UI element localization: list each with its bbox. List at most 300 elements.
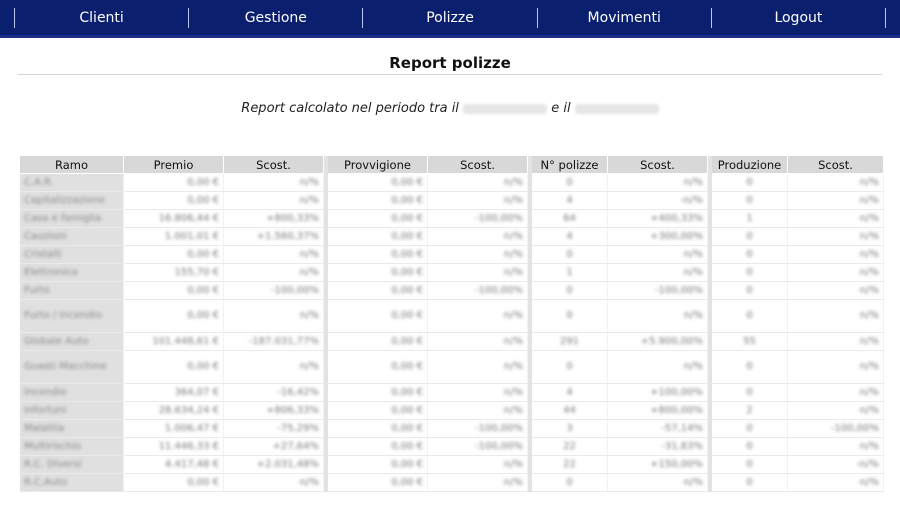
- table-cell: [608, 228, 708, 246]
- table-row: [20, 402, 884, 420]
- table-cell: [532, 174, 608, 192]
- cell-value: 0,00 €: [391, 423, 423, 434]
- ramo-label: Casa e famiglia: [24, 213, 102, 224]
- table-cell: [532, 210, 608, 228]
- table-cell: [428, 420, 528, 438]
- cell-value: 4: [566, 231, 573, 242]
- table-cell: [328, 246, 428, 264]
- table-cell: [608, 474, 708, 492]
- cell-value: -100,00%: [474, 423, 523, 434]
- cell-value: 22: [563, 441, 576, 452]
- cell-value: -187.031,77%: [248, 336, 319, 347]
- table-header-row: [20, 156, 884, 174]
- cell-value: 0: [746, 285, 753, 296]
- ramo-label: Multirischio: [24, 441, 82, 452]
- cell-value: n/%: [859, 285, 879, 296]
- table-cell: [328, 384, 428, 402]
- cell-value: n/%: [683, 361, 703, 372]
- col-header: Premio: [124, 156, 224, 174]
- table-cell: [328, 300, 428, 333]
- table-row: [20, 300, 884, 333]
- cell-value: 0,00 €: [391, 405, 423, 416]
- cell-value: n/%: [859, 405, 879, 416]
- cell-value: +100,00%: [650, 387, 703, 398]
- table-cell: [712, 402, 788, 420]
- table-cell: [124, 384, 224, 402]
- table-cell: [712, 420, 788, 438]
- table-cell: [532, 192, 608, 210]
- cell-value: 0,00 €: [391, 213, 423, 224]
- table-cell: [608, 210, 708, 228]
- cell-value: -100,00%: [654, 285, 703, 296]
- cell-value: +800,00%: [650, 405, 703, 416]
- table-cell: [328, 228, 428, 246]
- cell-value: 1.006,47 €: [164, 423, 219, 434]
- table-cell: [608, 174, 708, 192]
- table-cell: [788, 420, 884, 438]
- cell-value: -75,29%: [277, 423, 319, 434]
- cell-value: 1: [746, 213, 753, 224]
- cell-value: n/%: [859, 267, 879, 278]
- ramo-label: Capitalizzazione: [24, 195, 106, 206]
- table-cell: [712, 456, 788, 474]
- table-cell: [712, 192, 788, 210]
- cell-value: n/%: [859, 213, 879, 224]
- nav-polizze[interactable]: Polizze: [426, 9, 474, 26]
- table-cell: [532, 384, 608, 402]
- report-period-mid: e il: [551, 101, 571, 116]
- cell-value: 0,00 €: [391, 285, 423, 296]
- report-period-prefix: Report calcolato nel periodo tra il: [241, 101, 459, 116]
- col-header: Scost.: [224, 156, 324, 174]
- cell-value: 0: [746, 423, 753, 434]
- cell-value: n/%: [299, 249, 319, 260]
- cell-value: -31,83%: [661, 441, 703, 452]
- cell-value: 2: [746, 405, 753, 416]
- cell-value: 0,00 €: [391, 336, 423, 347]
- table-cell: [788, 264, 884, 282]
- table-cell: [788, 384, 884, 402]
- ramo-label: C.A.R.: [24, 177, 54, 188]
- table-cell: [224, 282, 324, 300]
- cell-value: n/%: [859, 195, 879, 206]
- cell-value: 0,00 €: [391, 387, 423, 398]
- table-cell: [20, 402, 124, 420]
- table-cell: [328, 402, 428, 420]
- ramo-label: R.C. Diversi: [24, 459, 82, 470]
- table-cell: [20, 333, 124, 351]
- table-cell: [608, 246, 708, 264]
- cell-value: 0: [746, 195, 753, 206]
- table-cell: [20, 228, 124, 246]
- table-row: [20, 474, 884, 492]
- cell-value: n/%: [503, 336, 523, 347]
- table-row: [20, 174, 884, 192]
- table-cell: [328, 456, 428, 474]
- cell-value: 0,00 €: [391, 195, 423, 206]
- cell-value: 0: [746, 177, 753, 188]
- table-cell: [20, 474, 124, 492]
- table-cell: [788, 333, 884, 351]
- cell-value: 0: [566, 361, 573, 372]
- table-cell: [788, 174, 884, 192]
- table-row: [20, 210, 884, 228]
- table-cell: [712, 438, 788, 456]
- cell-value: n/%: [503, 267, 523, 278]
- cell-value: n/%: [503, 231, 523, 242]
- table-cell: [428, 456, 528, 474]
- cell-value: n/%: [859, 231, 879, 242]
- table-body: [20, 174, 884, 492]
- ramo-label: Furto / Incendio: [24, 310, 102, 321]
- cell-value: -n/%: [680, 195, 703, 206]
- table-cell: [428, 192, 528, 210]
- cell-value: 0,00 €: [187, 310, 219, 321]
- cell-value: n/%: [859, 177, 879, 188]
- table-cell: [224, 438, 324, 456]
- cell-value: n/%: [859, 387, 879, 398]
- cell-value: n/%: [503, 477, 523, 488]
- cell-value: 22: [563, 459, 576, 470]
- table-cell: [532, 264, 608, 282]
- ramo-label: R.C.Auto: [24, 477, 68, 488]
- table-cell: [20, 300, 124, 333]
- table-cell: [124, 474, 224, 492]
- table-row: [20, 264, 884, 282]
- table-cell: [428, 264, 528, 282]
- table-cell: [712, 264, 788, 282]
- table-cell: [428, 246, 528, 264]
- table-cell: [608, 333, 708, 351]
- nav-logout[interactable]: Logout: [774, 9, 823, 26]
- table-row: [20, 228, 884, 246]
- table-cell: [532, 456, 608, 474]
- table-cell: [608, 351, 708, 384]
- table-row: [20, 192, 884, 210]
- table-cell: [224, 402, 324, 420]
- nav-separator: [14, 8, 15, 28]
- cell-value: 3: [566, 423, 573, 434]
- nav-separator: [362, 8, 363, 28]
- table-cell: [788, 282, 884, 300]
- report-table-container: [20, 156, 884, 506]
- cell-value: 0: [746, 267, 753, 278]
- cell-value: +1.560,37%: [256, 231, 319, 242]
- table-cell: [124, 300, 224, 333]
- table-row: [20, 456, 884, 474]
- col-header: Scost.: [608, 156, 708, 174]
- cell-value: 0,00 €: [391, 361, 423, 372]
- cell-value: n/%: [299, 477, 319, 488]
- table-cell: [712, 228, 788, 246]
- table-cell: [224, 474, 324, 492]
- cell-value: 0: [566, 285, 573, 296]
- cell-value: n/%: [503, 405, 523, 416]
- table-cell: [608, 282, 708, 300]
- table-cell: [124, 228, 224, 246]
- table-row: [20, 438, 884, 456]
- cell-value: n/%: [299, 310, 319, 321]
- cell-value: 0: [746, 361, 753, 372]
- table-cell: [712, 333, 788, 351]
- cell-value: 0,00 €: [391, 267, 423, 278]
- table-cell: [328, 438, 428, 456]
- nav-gestione[interactable]: Gestione: [244, 9, 307, 26]
- cell-value: 0,00 €: [391, 459, 423, 470]
- cell-value: 155,70 €: [174, 267, 219, 278]
- cell-value: +806,33%: [266, 405, 319, 416]
- cell-value: +400,33%: [650, 213, 703, 224]
- table-cell: [712, 351, 788, 384]
- table-cell: [428, 333, 528, 351]
- cell-value: 0: [566, 177, 573, 188]
- table-cell: [788, 192, 884, 210]
- cell-value: n/%: [299, 361, 319, 372]
- table-cell: [788, 438, 884, 456]
- table-cell: [224, 192, 324, 210]
- table-cell: [328, 420, 428, 438]
- cell-value: +800,33%: [266, 213, 319, 224]
- cell-value: 11.446,33 €: [158, 441, 219, 452]
- table-cell: [124, 282, 224, 300]
- table-cell: [328, 264, 428, 282]
- cell-value: -100,00%: [474, 213, 523, 224]
- cell-value: n/%: [859, 310, 879, 321]
- table-cell: [328, 210, 428, 228]
- table-cell: [328, 174, 428, 192]
- table-cell: [428, 210, 528, 228]
- ramo-label: Infortuni: [24, 405, 67, 416]
- table-cell: [428, 402, 528, 420]
- cell-value: n/%: [503, 195, 523, 206]
- cell-value: 101.448,61 €: [152, 336, 219, 347]
- col-header: Provvigione: [328, 156, 428, 174]
- cell-value: 0,00 €: [391, 477, 423, 488]
- cell-value: 0,00 €: [187, 177, 219, 188]
- table-cell: [788, 246, 884, 264]
- cell-value: n/%: [859, 441, 879, 452]
- ramo-label: Furto: [24, 285, 50, 296]
- period-end-date-redacted: [575, 104, 659, 114]
- table-cell: [608, 420, 708, 438]
- table-cell: [124, 333, 224, 351]
- ramo-label: Cauzioni: [24, 231, 67, 242]
- cell-value: 0: [746, 231, 753, 242]
- table-cell: [608, 402, 708, 420]
- cell-value: 0,00 €: [391, 231, 423, 242]
- cell-value: +5.900,00%: [640, 336, 703, 347]
- table-cell: [124, 438, 224, 456]
- cell-value: n/%: [503, 459, 523, 470]
- cell-value: n/%: [859, 249, 879, 260]
- nav-separator: [711, 8, 712, 28]
- cell-value: -100,00%: [474, 441, 523, 452]
- cell-value: 4: [566, 387, 573, 398]
- table-cell: [532, 246, 608, 264]
- table-cell: [532, 474, 608, 492]
- table-cell: [712, 474, 788, 492]
- ramo-label: Incendio: [24, 387, 67, 398]
- table-cell: [124, 174, 224, 192]
- table-cell: [428, 300, 528, 333]
- cell-value: n/%: [683, 267, 703, 278]
- table-cell: [20, 384, 124, 402]
- cell-value: -100,00%: [270, 285, 319, 296]
- nav-clienti[interactable]: Clienti: [79, 9, 124, 26]
- table-cell: [20, 282, 124, 300]
- cell-value: n/%: [299, 195, 319, 206]
- table-cell: [532, 420, 608, 438]
- table-cell: [20, 192, 124, 210]
- ramo-label: Globale Auto: [24, 336, 89, 347]
- table-cell: [712, 384, 788, 402]
- cell-value: n/%: [859, 336, 879, 347]
- cell-value: +27,64%: [272, 441, 319, 452]
- table-row: [20, 384, 884, 402]
- table-cell: [224, 333, 324, 351]
- table-cell: [712, 246, 788, 264]
- report-table: [20, 156, 884, 492]
- table-cell: [788, 474, 884, 492]
- cell-value: 0,00 €: [187, 361, 219, 372]
- ramo-label: Guasti Macchine: [24, 361, 107, 372]
- table-cell: [788, 210, 884, 228]
- cell-value: 0: [746, 441, 753, 452]
- table-row: [20, 351, 884, 384]
- table-cell: [20, 420, 124, 438]
- table-cell: [20, 351, 124, 384]
- cell-value: n/%: [683, 249, 703, 260]
- col-header: Scost.: [428, 156, 528, 174]
- col-header: Scost.: [788, 156, 884, 174]
- table-cell: [328, 474, 428, 492]
- cell-value: 0: [746, 477, 753, 488]
- table-cell: [224, 420, 324, 438]
- table-cell: [532, 351, 608, 384]
- table-cell: [608, 438, 708, 456]
- cell-value: 55: [743, 336, 756, 347]
- table-cell: [608, 384, 708, 402]
- cell-value: -57,14%: [661, 423, 703, 434]
- cell-value: 0,00 €: [391, 310, 423, 321]
- table-cell: [788, 228, 884, 246]
- table-cell: [788, 300, 884, 333]
- title-divider: [18, 74, 882, 75]
- table-cell: [328, 192, 428, 210]
- cell-value: n/%: [503, 310, 523, 321]
- cell-value: 1: [566, 267, 573, 278]
- cell-value: 0,00 €: [391, 177, 423, 188]
- cell-value: n/%: [503, 177, 523, 188]
- table-cell: [532, 300, 608, 333]
- table-cell: [20, 210, 124, 228]
- table-cell: [788, 351, 884, 384]
- cell-value: 0,00 €: [391, 249, 423, 260]
- table-cell: [20, 438, 124, 456]
- table-cell: [788, 456, 884, 474]
- table-cell: [224, 384, 324, 402]
- cell-value: n/%: [503, 249, 523, 260]
- cell-value: 1.001,01 €: [164, 231, 219, 242]
- table-cell: [532, 333, 608, 351]
- cell-value: 0,00 €: [187, 249, 219, 260]
- cell-value: 0: [566, 477, 573, 488]
- cell-value: 44: [563, 405, 576, 416]
- table-cell: [608, 264, 708, 282]
- table-cell: [224, 264, 324, 282]
- table-cell: [20, 174, 124, 192]
- cell-value: n/%: [503, 361, 523, 372]
- ramo-label: Malattia: [24, 423, 65, 434]
- cell-value: n/%: [683, 477, 703, 488]
- table-cell: [224, 228, 324, 246]
- table-cell: [124, 246, 224, 264]
- cell-value: +2.031,48%: [256, 459, 319, 470]
- table-row: [20, 282, 884, 300]
- cell-value: 16.806,44 €: [158, 213, 219, 224]
- table-cell: [428, 474, 528, 492]
- cell-value: 0: [746, 249, 753, 260]
- table-cell: [532, 438, 608, 456]
- table-cell: [712, 174, 788, 192]
- cell-value: +300,00%: [650, 231, 703, 242]
- table-cell: [224, 246, 324, 264]
- table-cell: [428, 174, 528, 192]
- col-header: N° polizze: [532, 156, 608, 174]
- table-cell: [224, 174, 324, 192]
- table-cell: [428, 351, 528, 384]
- table-cell: [224, 300, 324, 333]
- table-cell: [428, 438, 528, 456]
- nav-movimenti[interactable]: Movimenti: [587, 9, 661, 26]
- table-cell: [124, 192, 224, 210]
- nav-separator: [885, 8, 886, 28]
- cell-value: -100,00%: [474, 285, 523, 296]
- table-cell: [124, 351, 224, 384]
- page-title: Report polizze: [389, 54, 511, 72]
- cell-value: 0,00 €: [391, 441, 423, 452]
- table-cell: [224, 351, 324, 384]
- table-cell: [124, 420, 224, 438]
- table-cell: [712, 210, 788, 228]
- table-cell: [428, 228, 528, 246]
- table-cell: [712, 282, 788, 300]
- table-cell: [532, 402, 608, 420]
- col-header: Ramo: [20, 156, 124, 174]
- table-cell: [224, 456, 324, 474]
- table-row: [20, 420, 884, 438]
- top-navbar: [0, 0, 900, 38]
- table-cell: [124, 210, 224, 228]
- cell-value: 4.417,48 €: [164, 459, 219, 470]
- table-cell: [20, 456, 124, 474]
- table-cell: [124, 456, 224, 474]
- table-cell: [428, 282, 528, 300]
- cell-value: 0,00 €: [187, 195, 219, 206]
- table-cell: [328, 351, 428, 384]
- table-cell: [608, 456, 708, 474]
- col-header: Produzione: [712, 156, 788, 174]
- cell-value: 0: [566, 310, 573, 321]
- table-row: [20, 246, 884, 264]
- cell-value: 0: [746, 459, 753, 470]
- nav-separator: [188, 8, 189, 28]
- table-cell: [532, 282, 608, 300]
- table-cell: [224, 210, 324, 228]
- cell-value: 0,00 €: [187, 285, 219, 296]
- table-cell: [608, 192, 708, 210]
- table-cell: [328, 282, 428, 300]
